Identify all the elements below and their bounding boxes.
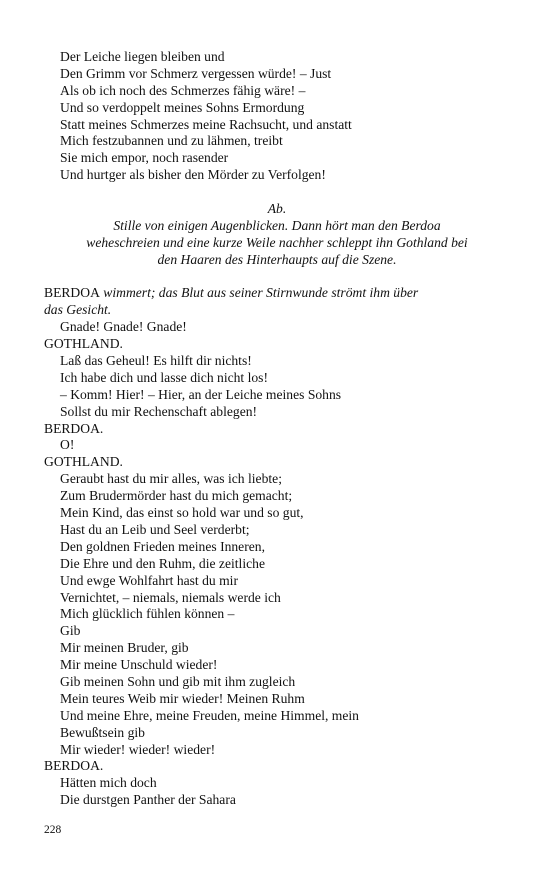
speaker-name: BERDOA. xyxy=(44,420,104,436)
verse-line: Mir meine Unschuld wieder! xyxy=(60,657,218,673)
speaker-with-direction xyxy=(44,285,510,302)
blank-line xyxy=(44,269,510,286)
verse-line: Gnade! Gnade! Gnade! xyxy=(60,319,187,335)
verse-line: Den goldnen Frieden meines Inneren, xyxy=(60,538,265,554)
verse-line: Sie mich empor, noch rasender xyxy=(60,150,229,166)
verse-line: Vernichtet, – niemals, niemals werde ich xyxy=(60,589,281,605)
verse-line: Mich festzubannen und zu lähmen, treibt xyxy=(60,133,283,149)
verse-line: Statt meines Schmerzes meine Rachsucht, und anstatt xyxy=(60,116,352,132)
verse-line: – Komm! Hier! – Hier, an der Leiche meines Sohns xyxy=(60,386,342,402)
verse-line: Bewußtsein gib xyxy=(60,724,145,740)
verse-line: Mir wieder! wieder! wieder! xyxy=(60,741,216,757)
speech-gothland xyxy=(44,454,510,758)
stage-direction xyxy=(44,201,510,269)
verse-line: Gib xyxy=(60,623,81,639)
verse-line: Laß das Geheul! Es hilft dir nichts! xyxy=(60,353,252,369)
page-content xyxy=(44,49,510,809)
verse-block xyxy=(44,49,510,184)
verse-line: Und hurtger als bisher den Mörder zu Verfolgen! xyxy=(60,167,326,183)
verse-line: Geraubt hast du mir alles, was ich liebte; xyxy=(60,471,282,487)
speaker-name: BERDOA xyxy=(44,285,100,301)
verse-line: Zum Brudermörder hast du mich gemacht; xyxy=(60,488,293,504)
speech-gothland xyxy=(44,336,510,420)
verse-line: Als ob ich noch des Schmerzes fähig wäre! – xyxy=(60,82,306,98)
verse-line: O! xyxy=(60,437,75,453)
stage-direction-exit: Ab. xyxy=(267,201,287,217)
speaker-name: GOTHLAND. xyxy=(44,336,123,352)
verse-line: Den Grimm vor Schmerz vergessen würde! – Just xyxy=(60,65,332,81)
verse-line: Der Leiche liegen bleiben und xyxy=(60,49,225,64)
speech-berdoa xyxy=(44,285,510,336)
verse-line: Mich glücklich fühlen können – xyxy=(60,606,235,622)
verse-line: Und ewge Wohlfahrt hast du mir xyxy=(60,572,238,588)
page-number: 228 xyxy=(44,824,62,836)
verse-line: Und meine Ehre, meine Freuden, meine Himmel, mein xyxy=(60,707,359,723)
verse-line: Ich habe dich und lasse dich nicht los! xyxy=(60,369,269,385)
stage-direction-line: Stille von einigen Augenblicken. Dann hört man den Berdoa xyxy=(113,217,441,233)
blank-line xyxy=(44,184,510,201)
speaker-name: BERDOA. xyxy=(44,758,104,774)
verse-line: Hätten mich doch xyxy=(60,775,157,791)
verse-line: Mein Kind, das einst so hold war und so gut, xyxy=(60,505,304,521)
verse-line: Und so verdoppelt meines Sohns Ermordung xyxy=(60,99,305,115)
verse-line: Gib meinen Sohn und gib mit ihm zugleich xyxy=(60,673,296,689)
speech-berdoa xyxy=(44,758,510,809)
stage-direction-line: weheschreien und eine kurze Weile nachher schleppt ihn Gothland bei xyxy=(86,234,468,250)
inline-stage-direction: wimmert; das Blut aus seiner Stirnwunde strömt ihm über xyxy=(99,285,419,301)
verse-line: Hast du an Leib und Seel verderbt; xyxy=(60,521,250,537)
verse-line: Die durstgen Panther der Sahara xyxy=(60,792,236,808)
inline-stage-direction-cont: das Gesicht. xyxy=(44,302,112,318)
verse-line: Sollst du mir Rechenschaft ablegen! xyxy=(60,403,258,419)
verse-line: Mein teures Weib mir wieder! Meinen Ruhm xyxy=(60,690,305,706)
verse-line: Mir meinen Bruder, gib xyxy=(60,640,189,656)
speech-berdoa xyxy=(44,421,510,455)
verse-line: Die Ehre und den Ruhm, die zeitliche xyxy=(60,555,265,571)
speaker-name: GOTHLAND. xyxy=(44,454,123,470)
stage-direction-line: den Haaren des Hinterhaupts auf die Szene. xyxy=(157,251,397,267)
